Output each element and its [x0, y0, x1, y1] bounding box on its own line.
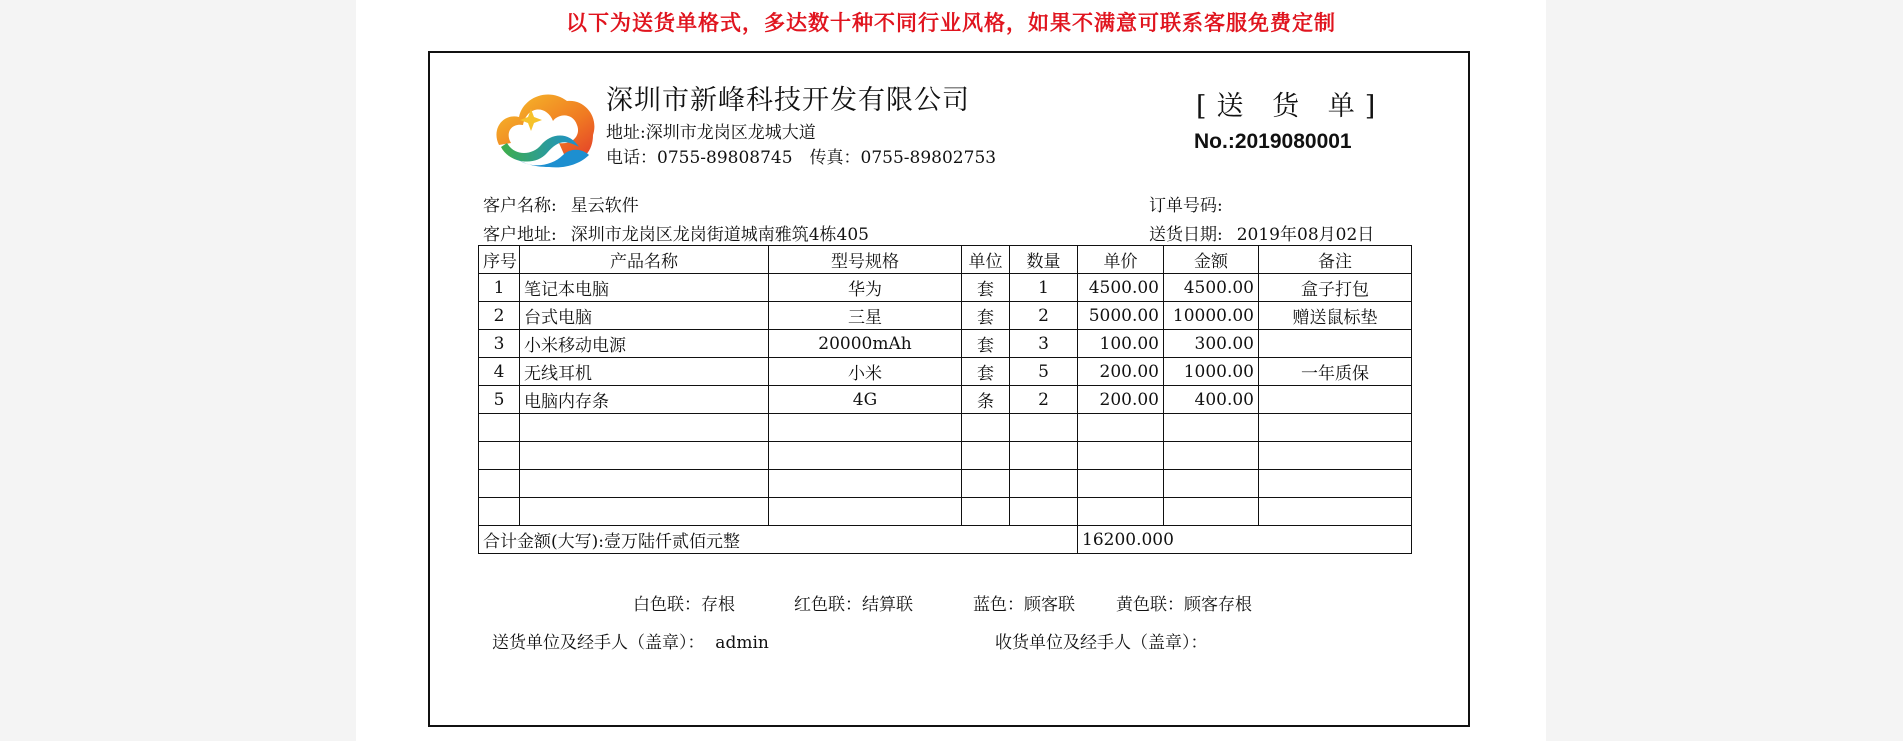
- order-number-label: 订单号码:: [1149, 196, 1223, 216]
- header-product: 产品名称: [520, 246, 769, 274]
- cell-quantity: 3: [1010, 330, 1078, 358]
- cell-product: [520, 470, 769, 498]
- cell-quantity: 2: [1010, 302, 1078, 330]
- table-header-row: [479, 246, 1412, 274]
- cell-unit: [962, 442, 1010, 470]
- cell-quantity: [1010, 498, 1078, 526]
- cell-remark: [1259, 330, 1412, 358]
- header-price: 单价: [1078, 246, 1164, 274]
- total-value: 16200.000: [1078, 526, 1412, 554]
- cell-price: 100.00: [1078, 330, 1164, 358]
- sender-signature: 送货单位及经手人（盖章）： admin: [492, 633, 769, 653]
- cell-quantity: 5: [1010, 358, 1078, 386]
- order-number-row: [1149, 191, 1237, 216]
- cell-quantity: 1: [1010, 274, 1078, 302]
- cell-unit: [962, 414, 1010, 442]
- cell-product: 小米移动电源: [520, 330, 769, 358]
- cell-price: [1078, 498, 1164, 526]
- cell-product: [520, 442, 769, 470]
- delivery-date: 2019年08月02日: [1236, 225, 1375, 245]
- cell-model: [769, 442, 962, 470]
- cell-index: [479, 414, 520, 442]
- total-row: [479, 526, 1412, 554]
- cell-model: 华为: [769, 274, 962, 302]
- cell-unit: 条: [962, 386, 1010, 414]
- cell-amount: [1164, 470, 1259, 498]
- cloud-logo-icon: [489, 83, 601, 169]
- cell-index: [479, 498, 520, 526]
- cell-quantity: [1010, 470, 1078, 498]
- cell-price: [1078, 470, 1164, 498]
- cell-index: [479, 442, 520, 470]
- cell-index: 2: [479, 302, 520, 330]
- promo-banner: 以下为送货单格式，多达数十种不同行业风格，如果不满意可联系客服免费定制: [566, 11, 1336, 35]
- table-row: [479, 386, 1412, 414]
- copy-red: 红色联：结算联: [794, 595, 913, 615]
- cell-remark: 赠送鼠标垫: [1259, 302, 1412, 330]
- header-quantity: 数量: [1010, 246, 1078, 274]
- table-row: [479, 470, 1412, 498]
- cell-amount: [1164, 442, 1259, 470]
- cell-model: 4G: [769, 386, 962, 414]
- cell-amount: [1164, 498, 1259, 526]
- customer-address-label: 客户地址:: [483, 225, 557, 245]
- customer-address-row: [483, 220, 869, 245]
- cell-amount: 10000.00: [1164, 302, 1259, 330]
- table-row: [479, 442, 1412, 470]
- table-row: [479, 302, 1412, 330]
- cell-product: 无线耳机: [520, 358, 769, 386]
- cell-price: 200.00: [1078, 358, 1164, 386]
- cell-unit: 套: [962, 302, 1010, 330]
- cell-price: 5000.00: [1078, 302, 1164, 330]
- cell-quantity: [1010, 414, 1078, 442]
- cell-product: 笔记本电脑: [520, 274, 769, 302]
- cell-product: 台式电脑: [520, 302, 769, 330]
- customer-name: 星云软件: [570, 196, 639, 216]
- header-amount: 金额: [1164, 246, 1259, 274]
- cell-amount: 1000.00: [1164, 358, 1259, 386]
- document-title: [送 货 单]: [1196, 91, 1386, 122]
- cell-unit: 套: [962, 274, 1010, 302]
- cell-model: 20000mAh: [769, 330, 962, 358]
- cell-index: 1: [479, 274, 520, 302]
- cell-model: 三星: [769, 302, 962, 330]
- cell-product: [520, 414, 769, 442]
- cell-quantity: 2: [1010, 386, 1078, 414]
- copy-white: 白色联：存根: [633, 595, 735, 615]
- header-index: 序号: [479, 246, 520, 274]
- cell-index: 5: [479, 386, 520, 414]
- header-model: 型号规格: [769, 246, 962, 274]
- total-label: 合计金额(大写):壹万陆仟贰佰元整: [479, 526, 1078, 554]
- document-number: No.:2019080001: [1194, 130, 1352, 153]
- cell-model: [769, 414, 962, 442]
- cell-price: [1078, 414, 1164, 442]
- cell-price: [1078, 442, 1164, 470]
- copy-yellow: 黄色联：顾客存根: [1116, 595, 1252, 615]
- cell-remark: [1259, 470, 1412, 498]
- cell-unit: [962, 470, 1010, 498]
- table-row: [479, 358, 1412, 386]
- cell-remark: [1259, 442, 1412, 470]
- cell-amount: [1164, 414, 1259, 442]
- delivery-date-row: [1149, 220, 1374, 245]
- customer-name-label: 客户名称:: [483, 196, 557, 216]
- header-unit: 单位: [962, 246, 1010, 274]
- cell-unit: 套: [962, 330, 1010, 358]
- cell-product: [520, 498, 769, 526]
- cell-remark: 一年质保: [1259, 358, 1412, 386]
- header-remark: 备注: [1259, 246, 1412, 274]
- cell-remark: 盒子打包: [1259, 274, 1412, 302]
- table-row: [479, 498, 1412, 526]
- cell-index: [479, 470, 520, 498]
- delivery-date-label: 送货日期:: [1149, 225, 1223, 245]
- cell-unit: 套: [962, 358, 1010, 386]
- cell-remark: [1259, 498, 1412, 526]
- cell-product: 电脑内存条: [520, 386, 769, 414]
- table-row: [479, 330, 1412, 358]
- cell-price: 4500.00: [1078, 274, 1164, 302]
- cell-amount: 4500.00: [1164, 274, 1259, 302]
- cell-price: 200.00: [1078, 386, 1164, 414]
- cell-quantity: [1010, 442, 1078, 470]
- cell-remark: [1259, 386, 1412, 414]
- table-row: [479, 414, 1412, 442]
- cell-model: 小米: [769, 358, 962, 386]
- cell-model: [769, 470, 962, 498]
- company-name: 深圳市新峰科技开发有限公司: [606, 85, 970, 116]
- customer-name-row: [483, 191, 639, 216]
- table-row: [479, 274, 1412, 302]
- cell-amount: 400.00: [1164, 386, 1259, 414]
- cell-unit: [962, 498, 1010, 526]
- company-phone: 电话：0755-89808745 传真：0755-89802753: [606, 148, 997, 168]
- cell-index: 4: [479, 358, 520, 386]
- company-address: 地址:深圳市龙岗区龙城大道: [606, 123, 816, 143]
- receiver-signature: 收货单位及经手人（盖章）：: [995, 633, 1208, 653]
- cell-index: 3: [479, 330, 520, 358]
- customer-address: 深圳市龙岗区龙岗街道城南雅筑4栋405: [570, 225, 869, 245]
- cell-amount: 300.00: [1164, 330, 1259, 358]
- cell-remark: [1259, 414, 1412, 442]
- cell-model: [769, 498, 962, 526]
- items-table: [478, 245, 1412, 554]
- copy-blue: 蓝色：顾客联: [973, 595, 1075, 615]
